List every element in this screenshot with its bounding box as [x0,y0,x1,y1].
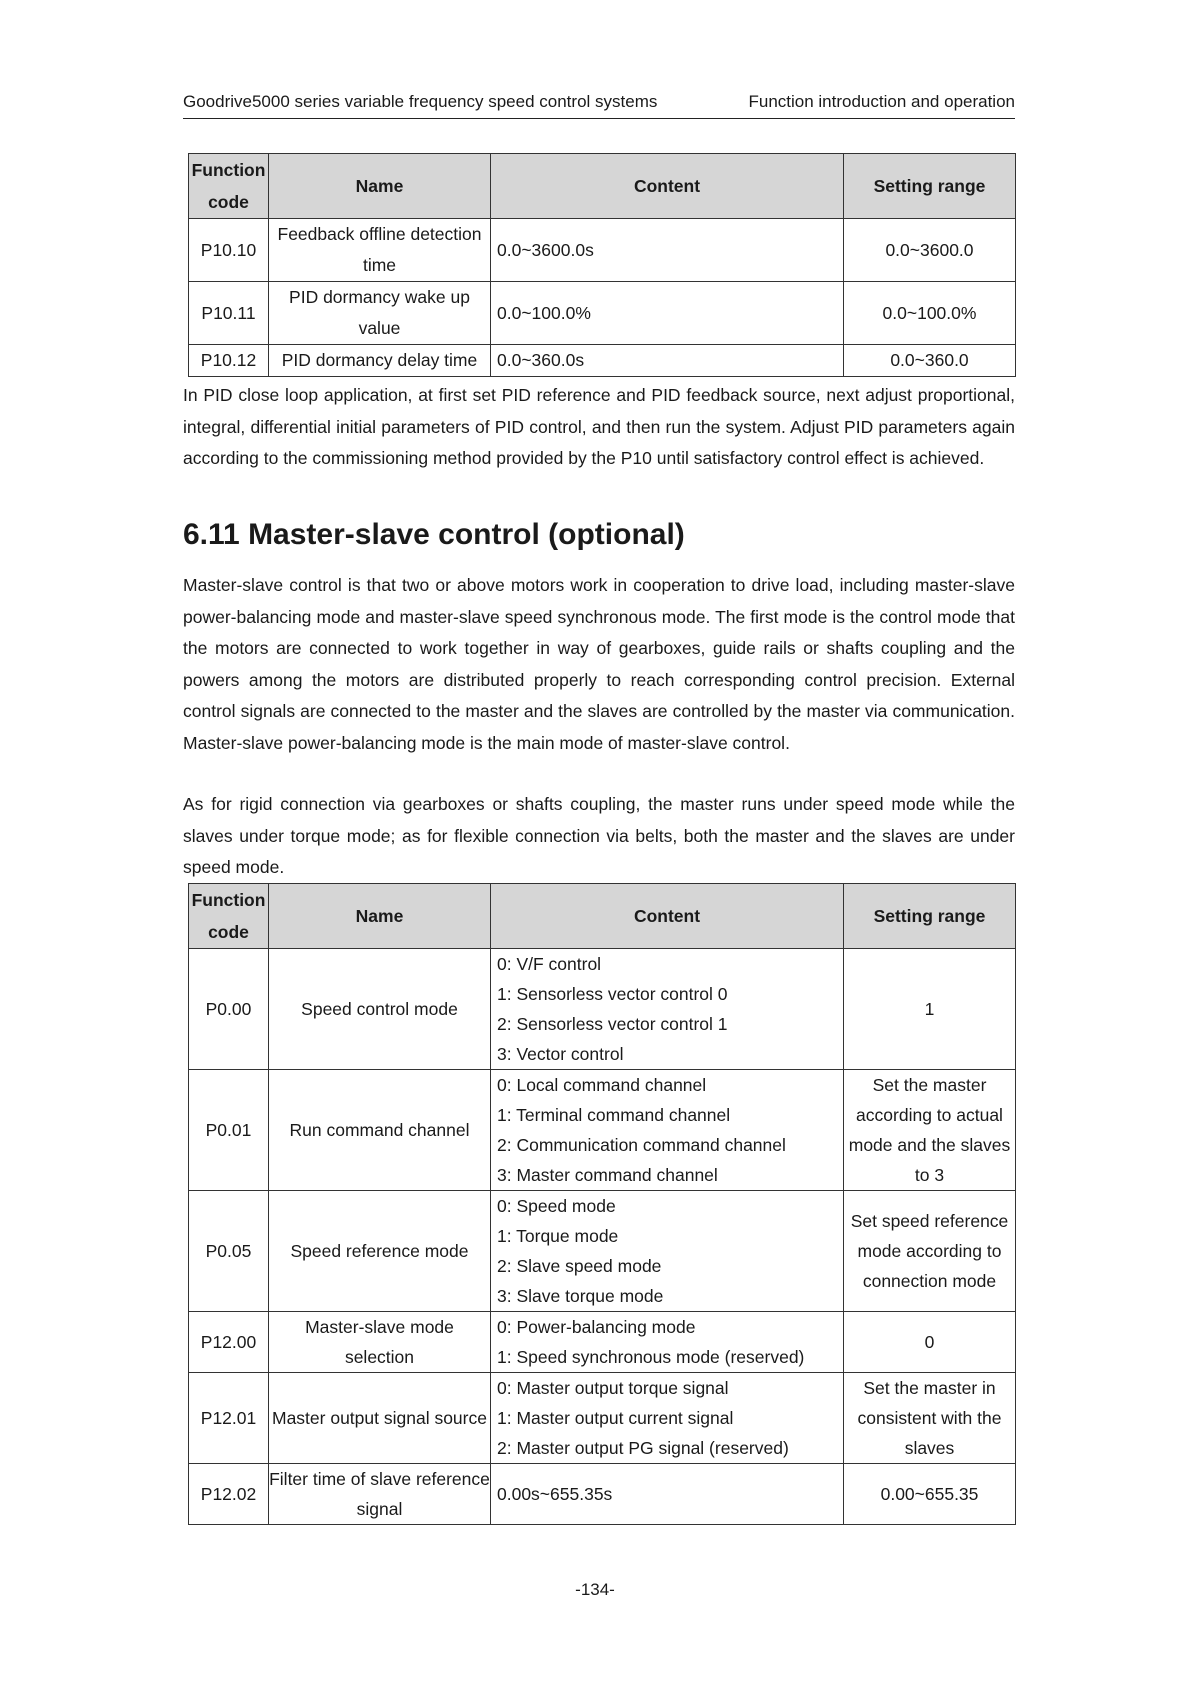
table-header-row [189,154,1016,219]
parameter-name-cell: PID dormancy delay time [269,345,491,377]
pid-parameter-table [188,153,1016,377]
function-code-cell: P10.11 [189,282,269,345]
table-row [189,282,1016,345]
parameter-name-cell: Master-slave mode selection [269,1312,491,1373]
content-cell [491,949,844,1070]
function-code-cell: P12.02 [189,1464,269,1525]
content-option: 0: V/F control [497,954,602,974]
content-option: 0.0~360.0s [497,350,585,370]
content-option: 0.0~100.0% [497,302,591,323]
column-header-name: Name [269,884,491,949]
function-code-cell: P12.01 [189,1373,269,1464]
column-header-code: Function code [189,884,269,949]
parameter-name-cell: Speed control mode [269,949,491,1070]
content-option: 1: Sensorless vector control 0 [497,984,728,1004]
content-option: 0: Power-balancing mode [497,1317,696,1337]
content-cell [491,345,844,377]
table-body [189,949,1016,1525]
setting-range-cell: 0 [844,1312,1016,1373]
header-document-title: Goodrive5000 series variable frequency speed control systems [183,92,658,111]
content-cell [491,1070,844,1191]
section-heading: 6.11 Master-slave control (optional) [183,518,685,551]
function-code-cell: P12.00 [189,1312,269,1373]
column-header-content: Content [491,154,844,219]
header-chapter-title: Function introduction and operation [748,92,1015,111]
parameter-name-cell: Run command channel [269,1070,491,1191]
setting-range-cell: 1 [844,949,1016,1070]
setting-range-cell: Set speed reference mode according to connection mode [844,1191,1016,1312]
function-code-cell: P0.05 [189,1191,269,1312]
content-cell [491,1373,844,1464]
setting-range-cell: 0.0~3600.0 [844,219,1016,282]
content-option: 1: Terminal command channel [497,1105,731,1125]
content-cell [491,282,844,345]
column-header-content: Content [491,884,844,949]
pid-paragraph: In PID close loop application, at first set PID reference and PID feedback source, next adjust proportional, integral, differential initial parameters of PID control, and then run the system. Adjust PID parameters again according to the commissioning method provided by the P10 until satisfactory control effect is achieved. [183,385,1015,468]
content-option: 3: Slave torque mode [497,1286,664,1306]
parameter-name-cell: Filter time of slave reference signal [269,1464,491,1525]
setting-range-cell: 0.00~655.35 [844,1464,1016,1525]
content-option: 1: Torque mode [497,1226,619,1246]
content-option: 2: Slave speed mode [497,1256,662,1276]
master-slave-parameter-table [188,883,1016,1525]
content-option: 1: Speed synchronous mode (reserved) [497,1347,805,1367]
setting-range-cell: 0.0~100.0% [844,282,1016,345]
column-header-name: Name [269,154,491,219]
table-row [189,1191,1016,1312]
content-option: 2: Master output PG signal (reserved) [497,1438,789,1458]
content-cell [491,219,844,282]
content-option: 0.0~3600.0s [497,239,594,260]
content-option: 3: Vector control [497,1044,624,1064]
content-option: 0: Speed mode [497,1196,616,1216]
parameter-name-cell: Master output signal source [269,1373,491,1464]
table-row [189,1373,1016,1464]
setting-range-cell: Set the master according to actual mode and the slaves to 3 [844,1070,1016,1191]
content-option: 0: Master output torque signal [497,1378,729,1398]
table-row [189,1464,1016,1525]
table-row [189,1070,1016,1191]
column-header-code: Function code [189,154,269,219]
parameter-name-cell: PID dormancy wake up value [269,282,491,345]
connection-mode-paragraph: As for rigid connection via gearboxes or shafts coupling, the master runs under speed mode while the slaves under torque mode; as for flexible connection via belts, both the master and the slaves are under speed mode. [183,794,1015,877]
setting-range-cell: 0.0~360.0 [844,345,1016,377]
table-row [189,345,1016,377]
function-code-cell: P0.00 [189,949,269,1070]
table-row [189,949,1016,1070]
page-header [183,92,1015,119]
table-row [189,219,1016,282]
content-option: 0: Local command channel [497,1075,707,1095]
content-cell [491,1464,844,1525]
content-option: 1: Master output current signal [497,1408,734,1428]
content-option: 2: Communication command channel [497,1135,786,1155]
table-row [189,1312,1016,1373]
table-body [189,219,1016,377]
function-code-cell: P10.12 [189,345,269,377]
content-cell [491,1191,844,1312]
content-option: 3: Master command channel [497,1165,718,1185]
column-header-range: Setting range [844,154,1016,219]
parameter-name-cell: Speed reference mode [269,1191,491,1312]
function-code-cell: P0.01 [189,1070,269,1191]
column-header-range: Setting range [844,884,1016,949]
master-slave-intro-paragraph: Master-slave control is that two or above motors work in cooperation to drive load, including master-slave power-balancing mode and master-slave speed synchronous mode. The first mode is the control mode that the motors are connected to work together in way of gearboxes, guide rails or shafts coupling and the powers among the motors are distributed properly to reach corresponding control precision. External control signals are connected to the master and the slaves are controlled by the master via communication. Master-slave power-balancing mode is the main mode of master-slave control. [183,575,1015,753]
table-header-row [189,884,1016,949]
function-code-cell: P10.10 [189,219,269,282]
content-option: 2: Sensorless vector control 1 [497,1014,728,1034]
content-option: 0.00s~655.35s [497,1484,613,1504]
parameter-name-cell: Feedback offline detection time [269,219,491,282]
content-cell [491,1312,844,1373]
page-number: -134- [575,1580,615,1599]
setting-range-cell: Set the master in consistent with the slaves [844,1373,1016,1464]
